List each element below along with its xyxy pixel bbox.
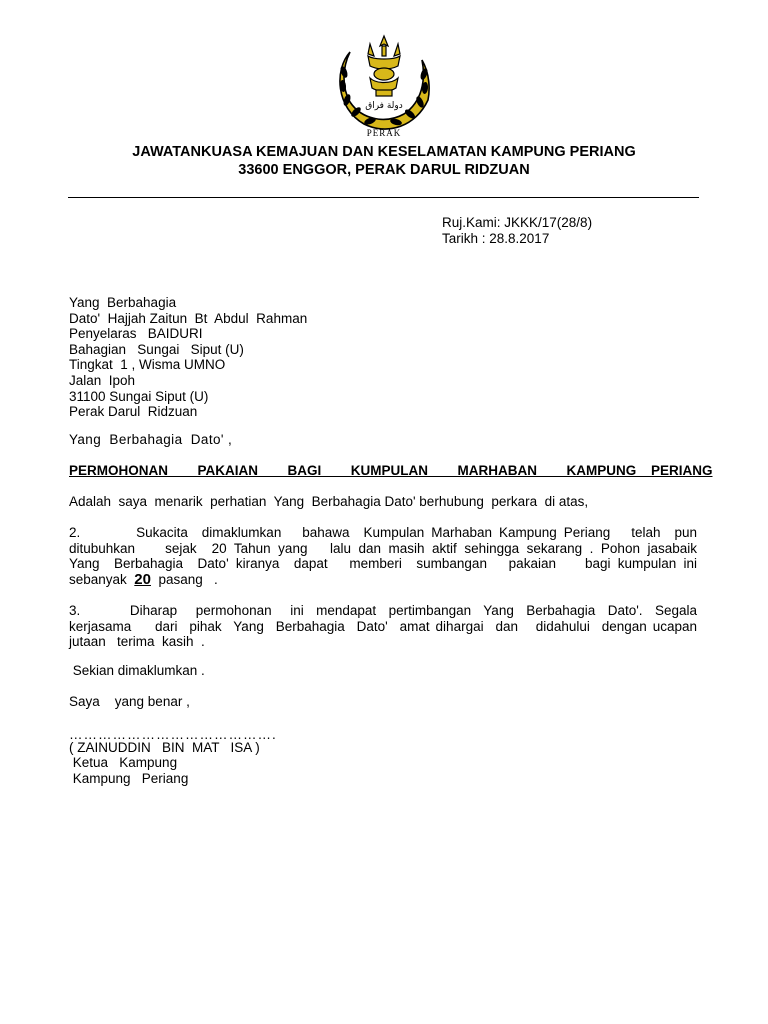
paragraph-3 [69,603,697,650]
recipient-address [69,295,307,420]
perak-crest-logo [330,30,438,142]
organization-address: 33600 ENGGOR, PERAK DARUL RIDZUAN [238,162,530,178]
recipient-line: 31100 Sungai Siput (U) [69,388,209,404]
signatory-title: Ketua Kampung [69,755,178,770]
paragraph-line: 3. Diharap permohonan ini mendapat pertimbangan Yang Berbahagia Dato'. Segala [69,603,697,618]
paragraph-line: ditubuhkan sejak 20 Tahun yang lalu dan masih aktif sehingga sekarang . Pohon jasabaik [69,540,697,556]
paragraph-line: kerjasama dari pihak Yang Berbahagia Dato' amat dihargai dan didahului dengan ucapan [69,618,697,634]
crest-caption: PERAK [366,128,402,138]
closing-remark: Sekian dimaklumkan . [69,663,205,678]
quantity-prefix: sebanyak [69,571,135,587]
recipient-line: Perak Darul Ridzuan [69,404,198,420]
crest-script-text: دولة فراق [365,101,403,111]
recipient-line: Penyelaras BAIDURI [69,326,203,342]
signatory-village: Kampung Periang [69,771,189,786]
paragraph-line: Yang Berbahagia Dato' kiranya dapat memberi sumbangan pakaian bagi kumpulan ini [69,556,697,572]
recipient-line: Bahagian Sungai Siput (U) [69,341,244,357]
organization-name: JAWATANKUASA KEMAJUAN DAN KESELAMATAN KAMPUNG PERIANG [132,144,636,160]
reference-date: Tarikh : 28.8.2017 [442,231,550,246]
signature-line: ……………………………………. [69,727,277,742]
signoff: Saya yang benar , [69,694,190,709]
paragraph-line [69,572,697,588]
salutation: Yang Berbahagia Dato' , [69,432,233,447]
recipient-line: Dato' Hajjah Zaitun Bt Abdul Rahman [69,310,308,326]
reference-number: Ruj.Kami: JKKK/17(28/8) [442,215,593,230]
paragraph-line: 2. Sukacita dimaklumkan bahawa Kumpulan Marhaban Kampung Periang telah pun [69,525,697,540]
intro-paragraph: Adalah saya menarik perhatian Yang Berbahagia Dato' berhubung perkara di atas, [69,494,589,509]
header-divider [68,197,699,198]
recipient-line: Jalan Ipoh [69,372,136,388]
recipient-line: Yang Berbahagia [69,295,177,310]
quantity-value: 20 [134,570,151,588]
recipient-line: Tingkat 1 , Wisma UMNO [69,357,226,373]
quantity-suffix: pasang . [150,571,218,587]
paragraph-line: jutaan terima kasih . [69,634,205,650]
paragraph-2 [69,525,697,587]
letter-subject: PERMOHONAN PAKAIAN BAGI KUMPULAN MARHABAN KAMPUNG PERIANG [69,463,713,478]
signatory-name: ( ZAINUDDIN BIN MAT ISA ) [69,740,260,755]
